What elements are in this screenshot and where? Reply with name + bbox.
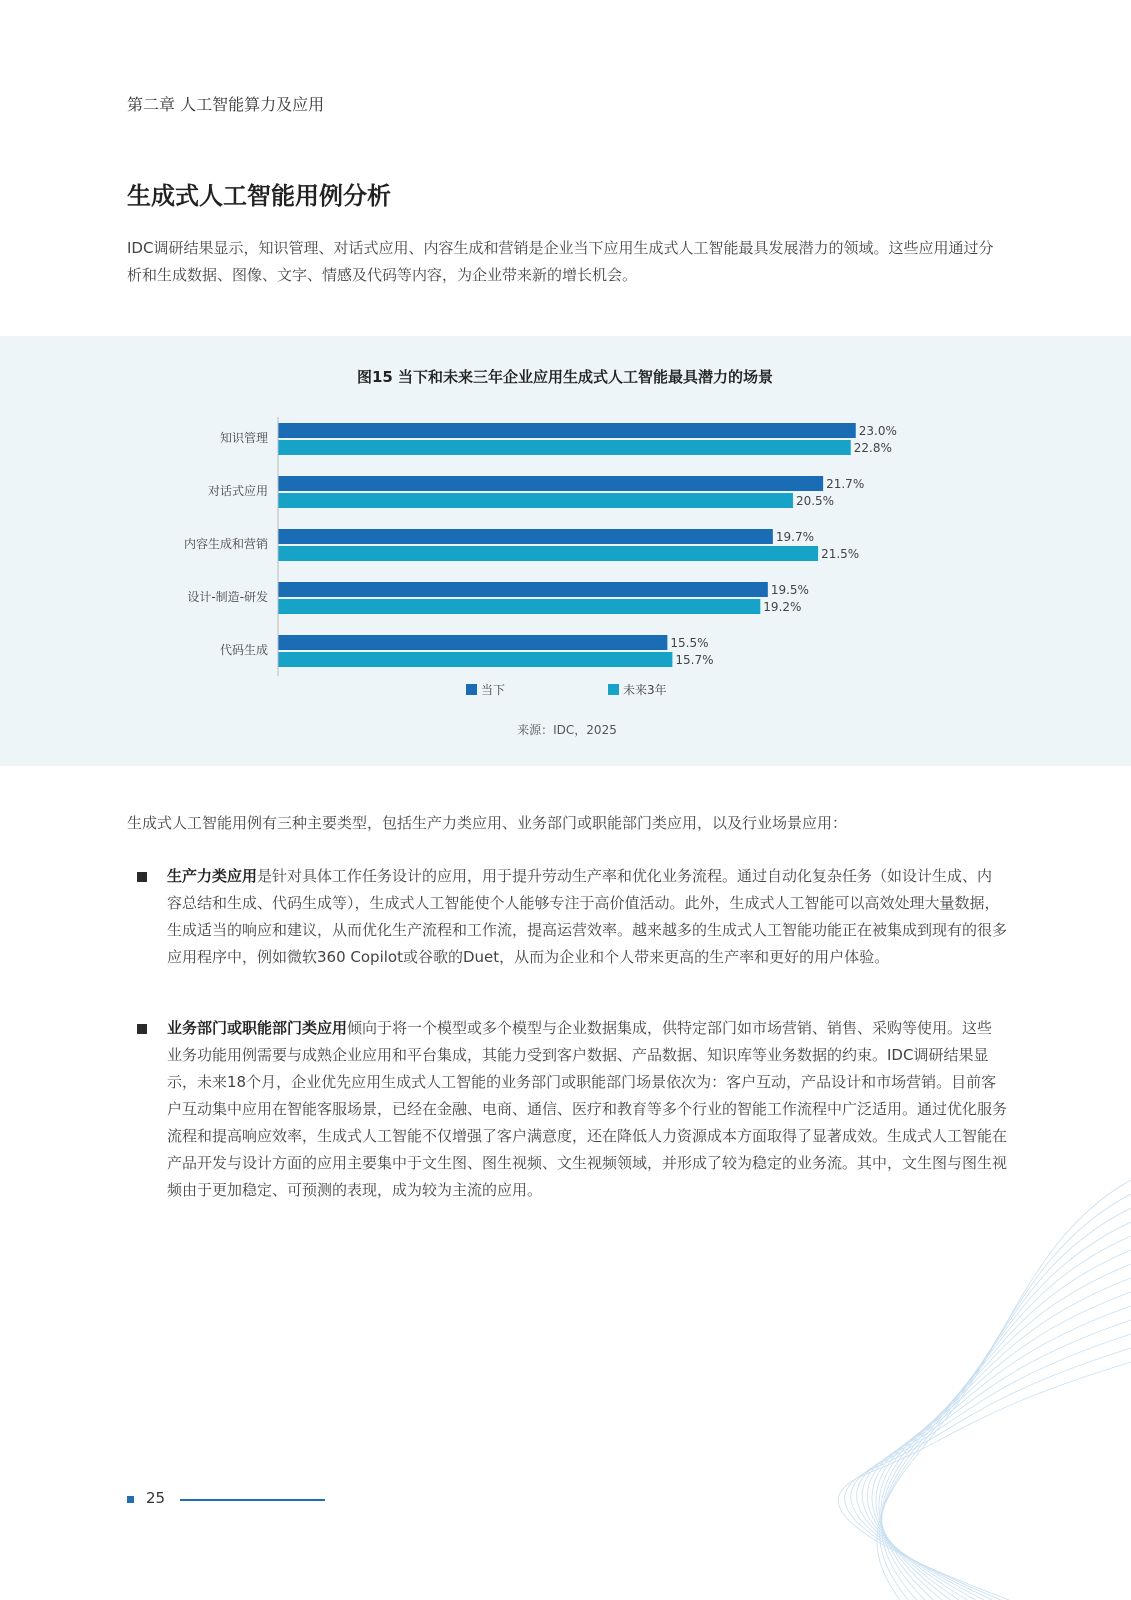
bar-future xyxy=(278,546,818,561)
bullet-business-dept xyxy=(127,1015,1007,1204)
data-label: 19.5% xyxy=(770,583,809,597)
bullet-body: 倾向于将一个模型或多个模型与企业数据集成，供特定部门如市场营销、销售、采购等使用。这些业务功能用例需要与成熟企业应用和平台集成，其能力受到客户数据、产品数据、知识库等业务数据的约束。IDC调研结果显示，未来18个月，企业优先应用生成式人工智能的业务部门或职能部门场景依次为：客户互动，产品设计和市场营销。目前客户互动集中应用在智能客服场景，已经在金融、电商、通信、医疗和教育等多个行业的智能工作流程中广泛适用。通过优化服务流程和提高响应效率，生成式人工智能不仅增强了客户满意度，还在降低人力资源成本方面取得了显著成效。生成式人工智能在产品开发与设计方面的应用主要集中于文生图、图生视频、文生视频领域，并形成了较为稳定的业务流。其中，文生图与图生视频由于更加稳定、可预测的表现，成为较为主流的应用。 xyxy=(167,1019,1008,1199)
bar-future xyxy=(278,652,672,667)
contour-line xyxy=(845,1348,1131,1600)
legend-swatch xyxy=(608,684,619,695)
data-label: 23.0% xyxy=(858,424,897,438)
bar-current xyxy=(278,582,768,597)
contour-line xyxy=(881,1236,1131,1600)
data-label: 19.2% xyxy=(763,600,802,614)
category-label: 代码生成 xyxy=(219,643,268,657)
chapter-header: 第二章 人工智能算力及应用 xyxy=(127,95,325,114)
chart-title: 图15 当下和未来三年企业应用生成式人工智能最具潜力的场景 xyxy=(356,368,774,386)
data-label: 19.7% xyxy=(775,530,814,544)
footer-square-icon xyxy=(127,1496,134,1503)
intro-paragraph: IDC调研结果显示，知识管理、对话式应用、内容生成和营销是企业当下应用生成式人工智能最具发展潜力的领域。这些应用通过分析和生成数据、图像、文字、情感及代码等内容，为企业带来新的增长机会。 xyxy=(127,239,994,284)
category-label: 对话式应用 xyxy=(207,484,268,498)
bullet-bold-term: 生产力类应用 xyxy=(167,867,258,885)
bar-current xyxy=(278,635,667,650)
bar-future xyxy=(278,493,793,508)
data-label: 20.5% xyxy=(795,494,835,508)
contour-line xyxy=(851,1334,1131,1600)
page-number: 25 xyxy=(146,1489,166,1507)
legend-swatch xyxy=(466,684,477,695)
bar-current xyxy=(278,529,773,544)
contour-line xyxy=(838,1362,1131,1600)
data-label: 15.7% xyxy=(675,653,714,667)
contour-line xyxy=(876,1264,1131,1600)
footer-rule xyxy=(180,1499,325,1501)
chart-source: 来源：IDC，2025 xyxy=(517,723,617,737)
data-label: 22.8% xyxy=(853,441,892,455)
bar-future xyxy=(278,440,851,455)
bullet-productivity xyxy=(127,863,1007,971)
section-title: 生成式人工智能用例分析 xyxy=(127,182,391,210)
data-label: 21.5% xyxy=(821,547,860,561)
bullet-bold-term: 业务部门或职能部门类应用 xyxy=(167,1019,348,1037)
contour-line xyxy=(882,1222,1131,1600)
contour-line xyxy=(862,1306,1131,1600)
bar-current xyxy=(278,423,856,438)
contour-line xyxy=(879,1250,1131,1600)
data-label: 21.7% xyxy=(826,477,865,491)
bar-current xyxy=(278,476,823,491)
contour-line xyxy=(881,1208,1131,1600)
data-label: 15.5% xyxy=(670,636,709,650)
chart-panel xyxy=(0,336,1131,766)
bar-future xyxy=(278,599,760,614)
contour-line xyxy=(872,1278,1131,1600)
bullet-body: 是针对具体工作任务设计的应用，用于提升劳动生产率和优化业务流程。通过自动化复杂任务（如设计生成、内容总结和生成、代码生成等），生成式人工智能使个人能够专注于高价值活动。此外，生成式人工智能可以高效处理大量数据，生成适当的响应和建议，从而优化生产流程和工作流，提高运营效率。越来越多的生成式人工智能功能正在被集成到现有的很多应用程序中，例如微软360 Copilot或谷歌的Duet，从而为企业和个人带来更高的生产率和更好的用户体验。 xyxy=(167,867,1008,966)
bullet-text xyxy=(167,863,1007,971)
legend-label: 当下 xyxy=(481,683,506,697)
bullet-text xyxy=(167,1015,1007,1204)
lead-paragraph: 生成式人工智能用例有三种主要类型，包括生产力类应用、业务部门或职能部门类应用，以及行业场景应用： xyxy=(127,814,848,832)
category-label: 内容生成和营销 xyxy=(183,537,268,551)
bar-chart xyxy=(0,336,1131,766)
legend-label: 未来3年 xyxy=(623,683,667,697)
bullet-square-icon xyxy=(137,1024,147,1034)
category-label: 设计-制造-研发 xyxy=(187,590,268,604)
bullet-square-icon xyxy=(137,872,147,882)
category-label: 知识管理 xyxy=(219,431,268,445)
